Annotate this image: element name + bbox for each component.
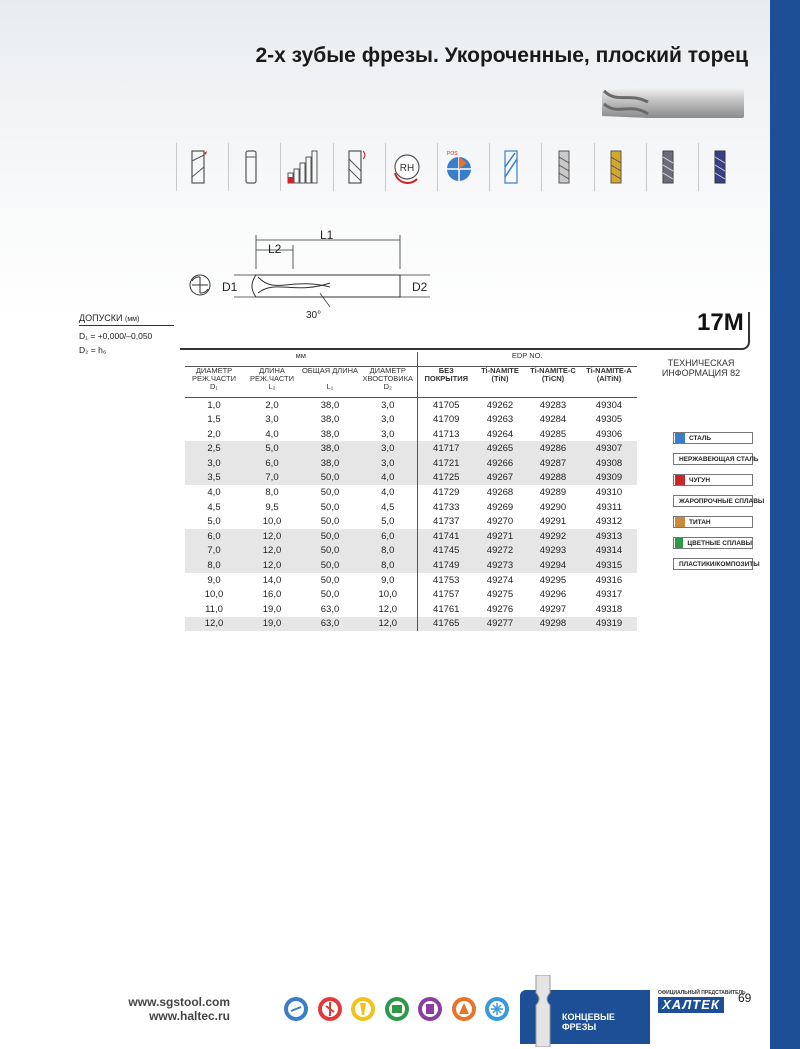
table-cell: 12,0 xyxy=(243,544,301,559)
material-cast-iron-swatch xyxy=(675,475,685,485)
feature-icon-strip xyxy=(176,143,750,191)
titanium-category-icon[interactable] xyxy=(417,996,443,1022)
table-cell: 41725 xyxy=(417,471,475,486)
table-cell: 4,0 xyxy=(265,428,279,440)
table-row xyxy=(185,529,637,544)
product-table-body xyxy=(185,398,637,632)
nonferrous-category-icon[interactable] xyxy=(451,996,477,1022)
table-cell: 4,0 xyxy=(359,471,417,486)
table-cell: 9,0 xyxy=(207,574,221,586)
table-cell: 49287 xyxy=(525,456,581,471)
table-row xyxy=(185,514,637,529)
col-label-d2: ДИАМЕТР ХВОСТОВИКА xyxy=(359,367,417,384)
website-sgstool-link[interactable]: www.sgstool.com xyxy=(128,995,230,1009)
col-label-l2: ДЛИНА РЕЖ.ЧАСТИ xyxy=(250,366,294,384)
table-cell: 1,5 xyxy=(207,414,221,426)
table-cell: 49277 xyxy=(475,617,525,632)
table-cell: 49291 xyxy=(539,516,567,528)
uncoated-tool-icon xyxy=(541,143,585,191)
material-stainless xyxy=(673,453,759,465)
material-titanium-swatch xyxy=(675,517,685,527)
tolerances-unit: (мм) xyxy=(125,316,140,323)
table-cell: 49319 xyxy=(581,617,637,632)
page-number: 69 xyxy=(738,991,752,1005)
table-row xyxy=(185,573,637,588)
tolerance-d2: D₂ = h₆ xyxy=(79,345,107,355)
table-cell: 3,0 xyxy=(265,414,279,426)
table-cell: 49316 xyxy=(595,574,623,586)
table-cell: 3,0 xyxy=(359,398,417,413)
right-hand-icon xyxy=(385,143,429,191)
table-cell: 3,0 xyxy=(359,456,417,471)
table-cell: 4,0 xyxy=(207,487,221,499)
table-cell: 49273 xyxy=(475,558,525,573)
table-cell: 41713 xyxy=(433,428,460,440)
end-mill-product-image xyxy=(598,82,746,124)
table-cell: 49317 xyxy=(595,589,623,601)
table-cell: 8,0 xyxy=(359,544,417,559)
table-row xyxy=(185,500,637,515)
table-cell: 5,0 xyxy=(207,516,221,528)
table-cell: 7,0 xyxy=(185,544,243,559)
table-cell: 49297 xyxy=(539,603,567,615)
table-cell: 49312 xyxy=(595,516,623,528)
material-titanium-label: ТИТАН xyxy=(689,518,711,526)
table-cell: 3,5 xyxy=(185,471,243,486)
series-frame xyxy=(180,312,750,350)
table-cell: 49292 xyxy=(525,529,581,544)
table-cell: 9,5 xyxy=(265,501,279,513)
l1-label: L1 xyxy=(320,228,334,242)
table-cell: 49289 xyxy=(539,487,567,499)
table-cell: 41705 xyxy=(433,399,460,411)
table-cell: 2,0 xyxy=(265,399,279,411)
table-cell: 10,0 xyxy=(359,587,417,602)
table-row xyxy=(185,398,637,413)
helix-30-icon xyxy=(333,143,377,191)
table-cell: 49276 xyxy=(486,603,514,615)
category-icons xyxy=(283,996,518,1022)
table-cell: 49308 xyxy=(581,456,637,471)
table-cell: 8,0 xyxy=(359,558,417,573)
l2-label: L2 xyxy=(268,242,282,256)
table-cell: 49275 xyxy=(486,589,514,601)
table-row xyxy=(185,412,637,427)
table-cell: 49311 xyxy=(596,501,622,513)
col-label-uncoated: БЕЗ ПОКРЫТИЯ xyxy=(424,366,468,384)
positive-rake-icon xyxy=(437,143,481,191)
table-cell: 8,0 xyxy=(185,558,243,573)
tolerances-block xyxy=(79,313,174,359)
table-cell: 3,0 xyxy=(359,412,417,427)
table-cell: 41757 xyxy=(433,589,460,601)
table-row xyxy=(185,441,637,456)
table-cell: 49294 xyxy=(525,558,581,573)
table-row xyxy=(185,471,637,486)
pos-label: POS xyxy=(447,151,458,157)
material-steel-label: СТАЛЬ xyxy=(689,434,712,442)
col-symbol-l2: L₂ xyxy=(243,383,301,398)
table-cell: 11,0 xyxy=(205,603,223,615)
length-chart-icon xyxy=(280,143,324,191)
altin-tool-icon xyxy=(698,143,742,191)
table-cell: 9,0 xyxy=(359,573,417,588)
table-cell: 1,0 xyxy=(207,399,221,411)
table-cell: 50,0 xyxy=(301,544,359,559)
table-cell: 49295 xyxy=(539,574,567,586)
table-cell: 8,0 xyxy=(265,487,279,499)
table-cell: 38,0 xyxy=(320,428,340,440)
col-label-tin: Ti-NAMITE (TiN) xyxy=(481,366,519,384)
table-cell: 41745 xyxy=(417,544,475,559)
table-cell: 49313 xyxy=(581,529,637,544)
tool-dimension-drawing xyxy=(180,225,440,325)
d2-label: D2 xyxy=(412,280,428,294)
table-cell: 49274 xyxy=(486,574,514,586)
flute-2-icon xyxy=(176,143,220,191)
brand-logo: ХАЛТЕК xyxy=(658,997,724,1013)
material-steel xyxy=(673,432,753,444)
material-cast-iron-label: ЧУГУН xyxy=(689,476,711,484)
material-composites xyxy=(673,558,760,570)
table-row xyxy=(185,587,637,602)
material-stainless-label: НЕРЖАВЕЮЩАЯ СТАЛЬ xyxy=(679,455,759,463)
table-cell: 49265 xyxy=(475,441,525,456)
table-cell: 49307 xyxy=(581,441,637,456)
material-composites-label: ПЛАСТИКИ/КОМПОЗИТЫ xyxy=(679,560,760,568)
table-cell: 38,0 xyxy=(320,414,340,426)
website-haltec-link[interactable]: www.haltec.ru xyxy=(149,1009,230,1023)
table-cell: 50,0 xyxy=(320,501,340,513)
table-cell: 49318 xyxy=(595,603,623,615)
col-label-altin: Ti-NAMITE-A (AlTiN) xyxy=(586,366,632,384)
table-cell: 49293 xyxy=(525,544,581,559)
material-heat-resistant-label: ЖАРОПРОЧНЫЕ СПЛАВЫ xyxy=(679,497,765,505)
table-row xyxy=(185,456,637,471)
tin-tool-icon xyxy=(594,143,638,191)
table-cell: 41709 xyxy=(433,414,460,426)
table-cell: 38,0 xyxy=(301,456,359,471)
table-cell: 12,0 xyxy=(243,529,301,544)
table-cell: 41761 xyxy=(433,603,460,615)
table-cell: 50,0 xyxy=(320,589,340,601)
table-row xyxy=(185,602,637,617)
group-edp: EDP NO. xyxy=(417,352,637,367)
col-symbol-l1: L₁ xyxy=(301,383,359,398)
col-label-l1: ОБЩАЯ ДЛИНА xyxy=(301,366,359,376)
table-cell: 41717 xyxy=(417,441,475,456)
table-cell: 49315 xyxy=(581,558,637,573)
table-cell: 4,5 xyxy=(207,501,221,513)
table-cell: 49310 xyxy=(595,487,623,499)
helix-coated-icon xyxy=(489,143,533,191)
ticn-tool-icon xyxy=(646,143,690,191)
table-cell: 49264 xyxy=(486,428,514,440)
table-cell: 16,0 xyxy=(262,589,282,601)
table-cell: 63,0 xyxy=(320,603,340,615)
table-cell: 6,0 xyxy=(185,529,243,544)
cast-iron-category-icon[interactable] xyxy=(350,996,376,1022)
table-cell: 50,0 xyxy=(320,574,340,586)
table-cell: 10,0 xyxy=(262,516,282,528)
table-cell: 63,0 xyxy=(301,617,359,632)
table-cell: 49296 xyxy=(539,589,567,601)
table-cell: 41733 xyxy=(433,501,460,513)
steel-category-icon[interactable] xyxy=(283,996,309,1022)
table-cell: 14,0 xyxy=(262,574,282,586)
table-cell: 49266 xyxy=(475,456,525,471)
helix-angle-label: 30° xyxy=(306,310,322,321)
table-cell: 50,0 xyxy=(301,471,359,486)
group-mm: мм xyxy=(185,352,417,367)
table-cell: 50,0 xyxy=(301,558,359,573)
table-cell: 5,0 xyxy=(243,441,301,456)
table-cell: 3,0 xyxy=(359,427,417,442)
table-row xyxy=(185,558,637,573)
table-cell: 4,5 xyxy=(359,500,417,515)
table-cell: 41765 xyxy=(417,617,475,632)
heat-resistant-category-icon[interactable] xyxy=(384,996,410,1022)
table-cell: 49270 xyxy=(486,516,514,528)
brand-note: ОФИЦИАЛЬНЫЙ ПРЕДСТАВИТЕЛЬ xyxy=(658,990,746,996)
section-tab-label: КОНЦЕВЫЕ ФРЕЗЫ xyxy=(562,1012,615,1032)
table-cell: 38,0 xyxy=(301,441,359,456)
table-cell: 2,0 xyxy=(207,428,221,440)
material-nonferrous-label: ЦВЕТНЫЕ СПЛАВЫ xyxy=(687,539,752,547)
table-cell: 19,0 xyxy=(262,603,282,615)
material-heat-resistant xyxy=(673,495,765,507)
table-cell: 49288 xyxy=(525,471,581,486)
material-nonferrous-swatch xyxy=(675,538,683,548)
table-cell: 38,0 xyxy=(320,399,340,411)
table-cell: 3,0 xyxy=(185,456,243,471)
table-cell: 49268 xyxy=(486,487,514,499)
composite-category-icon[interactable] xyxy=(484,996,510,1022)
table-cell: 2,5 xyxy=(185,441,243,456)
table-cell: 4,0 xyxy=(359,485,417,500)
table-cell: 41721 xyxy=(417,456,475,471)
table-cell: 5,0 xyxy=(359,514,417,529)
stainless-category-icon[interactable] xyxy=(317,996,343,1022)
table-cell: 6,0 xyxy=(359,529,417,544)
table-cell: 49314 xyxy=(581,544,637,559)
table-cell: 41729 xyxy=(433,487,460,499)
table-cell: 49306 xyxy=(595,428,623,440)
table-cell: 41753 xyxy=(433,574,460,586)
table-cell: 49286 xyxy=(525,441,581,456)
side-color-band xyxy=(770,0,800,1049)
table-cell: 49290 xyxy=(539,501,567,513)
table-cell: 49263 xyxy=(486,414,514,426)
table-row xyxy=(185,617,637,632)
material-cast-iron xyxy=(673,474,753,486)
material-titanium xyxy=(673,516,753,528)
table-row xyxy=(185,544,637,559)
table-cell: 49272 xyxy=(475,544,525,559)
table-cell: 49284 xyxy=(539,414,567,426)
rh-label: RH xyxy=(399,163,415,174)
table-cell: 12,0 xyxy=(359,602,417,617)
series-code: 17M xyxy=(697,309,744,336)
tolerances-title-text: ДОПУСКИ xyxy=(79,313,123,323)
col-label-d1: ДИАМЕТР РЕЖ.ЧАСТИ xyxy=(192,366,236,384)
material-legend xyxy=(673,432,765,579)
table-cell: 19,0 xyxy=(243,617,301,632)
table-cell: 49269 xyxy=(486,501,514,513)
flat-end-icon xyxy=(228,143,272,191)
table-cell: 41741 xyxy=(417,529,475,544)
table-cell: 49309 xyxy=(581,471,637,486)
table-cell: 50,0 xyxy=(320,516,340,528)
section-tool-icon xyxy=(528,975,558,1047)
table-row xyxy=(185,427,637,442)
table-cell: 49305 xyxy=(595,414,623,426)
table-cell: 49283 xyxy=(539,399,567,411)
d1-label: D1 xyxy=(222,280,238,294)
table-cell: 41737 xyxy=(433,516,460,528)
material-nonferrous xyxy=(673,537,753,549)
table-cell: 10,0 xyxy=(204,589,224,601)
table-cell: 3,0 xyxy=(359,441,417,456)
product-table xyxy=(185,352,637,631)
page-title: 2-х зубые фрезы. Укороченные, плоский торец xyxy=(255,44,748,67)
table-cell: 12,0 xyxy=(359,617,417,632)
tech-info-link[interactable]: ТЕХНИЧЕСКАЯ ИНФОРМАЦИЯ 82 xyxy=(661,358,741,378)
table-row xyxy=(185,485,637,500)
col-label-ticn: Ti-NAMITE-C (TiCN) xyxy=(530,366,576,384)
table-cell: 49267 xyxy=(475,471,525,486)
tolerances-title xyxy=(79,313,174,326)
table-cell: 12,0 xyxy=(243,558,301,573)
col-symbol-d1: D₁ xyxy=(185,383,243,398)
table-cell: 49271 xyxy=(475,529,525,544)
table-cell: 49304 xyxy=(595,399,623,411)
table-cell: 7,0 xyxy=(243,471,301,486)
table-cell: 49298 xyxy=(525,617,581,632)
col-symbol-d2: D₂ xyxy=(359,383,417,398)
tolerance-d1: D₁ = +0,000/–0,050 xyxy=(79,331,153,341)
table-cell: 41749 xyxy=(417,558,475,573)
material-steel-swatch xyxy=(675,433,685,443)
table-cell: 49285 xyxy=(539,428,567,440)
website-links xyxy=(100,995,230,1023)
table-cell: 49262 xyxy=(486,399,514,411)
table-cell: 6,0 xyxy=(243,456,301,471)
table-cell: 12,0 xyxy=(185,617,243,632)
table-cell: 50,0 xyxy=(301,529,359,544)
table-cell: 50,0 xyxy=(320,487,340,499)
